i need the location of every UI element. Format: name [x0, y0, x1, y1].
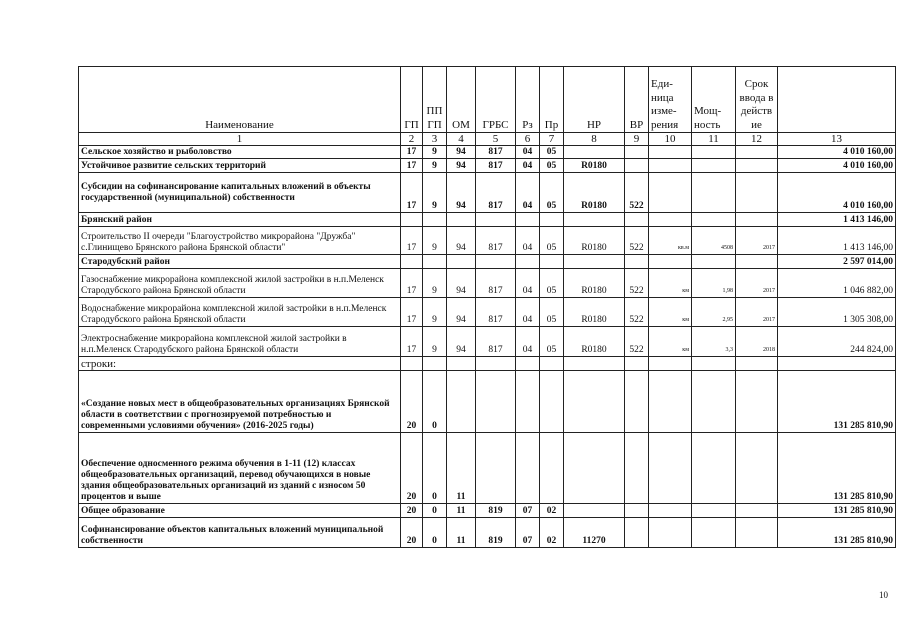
row-name: Водоснабжение микрорайона комплексной жилой застройки в н.п.Меленск Стародубского района Брянской области: [79, 298, 401, 327]
column-number: 6: [516, 133, 540, 146]
row-gp: 17: [401, 227, 423, 255]
row-pr: [540, 371, 564, 433]
column-number: 9: [625, 133, 649, 146]
row-pr: 05: [540, 298, 564, 327]
row-amount: 244 824,00: [778, 327, 896, 357]
row-pr: 05: [540, 159, 564, 173]
row-grbs: 817: [476, 173, 516, 213]
row-nr: R0180: [564, 269, 625, 298]
row-nr: [564, 255, 625, 269]
row-vr: 522: [625, 227, 649, 255]
row-name: Брянский район: [79, 213, 401, 227]
table-row: [79, 371, 896, 433]
row-term: [736, 433, 778, 504]
row-rz: [516, 371, 540, 433]
row-pr: 02: [540, 504, 564, 518]
row-capacity: [692, 357, 736, 371]
column-number: 11: [692, 133, 736, 146]
header-gp: ГП: [401, 67, 423, 133]
row-grbs: 817: [476, 327, 516, 357]
row-unit: кв.м: [649, 227, 692, 255]
row-nr: R0180: [564, 227, 625, 255]
row-nr: [564, 371, 625, 433]
column-number: 12: [736, 133, 778, 146]
row-ppgp: [423, 357, 447, 371]
row-om: 94: [447, 269, 476, 298]
row-grbs: 817: [476, 269, 516, 298]
table-row: [79, 255, 896, 269]
row-om: 11: [447, 518, 476, 548]
row-grbs: 819: [476, 504, 516, 518]
column-number: 3: [423, 133, 447, 146]
table-row: [79, 357, 896, 371]
header-grbs: ГРБС: [476, 67, 516, 133]
row-rz: 07: [516, 518, 540, 548]
column-number: 5: [476, 133, 516, 146]
row-gp: 17: [401, 269, 423, 298]
row-unit: км: [649, 327, 692, 357]
header-nr: НР: [564, 67, 625, 133]
row-rz: 04: [516, 298, 540, 327]
row-gp: 20: [401, 433, 423, 504]
row-vr: 522: [625, 173, 649, 213]
row-pr: 05: [540, 327, 564, 357]
row-rz: 04: [516, 173, 540, 213]
row-vr: [625, 146, 649, 159]
row-amount: 1 413 146,00: [778, 213, 896, 227]
row-vr: 522: [625, 298, 649, 327]
row-unit: [649, 173, 692, 213]
row-name: Софинансирование объектов капитальных вложений муниципальной собственности: [79, 518, 401, 548]
row-name: Общее образование: [79, 504, 401, 518]
row-gp: 17: [401, 298, 423, 327]
row-gp: 17: [401, 327, 423, 357]
row-om: 94: [447, 298, 476, 327]
row-amount: 1 413 146,00: [778, 227, 896, 255]
column-number: 13: [778, 133, 896, 146]
row-amount: 131 285 810,90: [778, 433, 896, 504]
header-amount: [778, 67, 896, 133]
row-pr: [540, 357, 564, 371]
row-amount: 4 010 160,00: [778, 146, 896, 159]
row-capacity: 4508: [692, 227, 736, 255]
row-capacity: 2,95: [692, 298, 736, 327]
row-amount: 4 010 160,00: [778, 159, 896, 173]
row-name: строки:: [79, 357, 401, 371]
row-name: Газоснабжение микрорайона комплексной жилой застройки в н.п.Меленск Стародубского района Брянской области: [79, 269, 401, 298]
row-gp: 17: [401, 146, 423, 159]
header-vr: ВР: [625, 67, 649, 133]
row-term: [736, 357, 778, 371]
row-ppgp: 0: [423, 504, 447, 518]
row-unit: [649, 433, 692, 504]
row-unit: [649, 213, 692, 227]
row-name: Сельское хозяйство и рыболовство: [79, 146, 401, 159]
row-term: [736, 173, 778, 213]
row-rz: 04: [516, 159, 540, 173]
row-name: Устойчивое развитие сельских территорий: [79, 159, 401, 173]
row-pr: 05: [540, 269, 564, 298]
row-om: 94: [447, 146, 476, 159]
row-om: 11: [447, 504, 476, 518]
table-row: [79, 227, 896, 255]
header-term: Срок ввода в действ ие: [736, 67, 778, 133]
row-grbs: [476, 255, 516, 269]
table-row: [79, 173, 896, 213]
row-grbs: [476, 357, 516, 371]
row-ppgp: [423, 213, 447, 227]
row-unit: [649, 255, 692, 269]
row-amount: 131 285 810,90: [778, 518, 896, 548]
header-unit: Еди- ница изме- рения: [649, 67, 692, 133]
row-unit: [649, 357, 692, 371]
row-rz: [516, 255, 540, 269]
row-rz: 04: [516, 269, 540, 298]
row-pr: 05: [540, 173, 564, 213]
row-gp: [401, 213, 423, 227]
row-ppgp: 9: [423, 327, 447, 357]
row-rz: 04: [516, 227, 540, 255]
row-term: [736, 255, 778, 269]
row-vr: [625, 357, 649, 371]
row-om: 94: [447, 227, 476, 255]
row-ppgp: 9: [423, 173, 447, 213]
row-capacity: [692, 159, 736, 173]
row-amount: 1 305 308,00: [778, 298, 896, 327]
row-name: Стародубский район: [79, 255, 401, 269]
row-capacity: [692, 173, 736, 213]
row-vr: [625, 504, 649, 518]
row-term: [736, 146, 778, 159]
row-nr: 11270: [564, 518, 625, 548]
column-number: 7: [540, 133, 564, 146]
page-number: 10: [879, 590, 888, 600]
row-vr: [625, 159, 649, 173]
row-term: [736, 159, 778, 173]
row-grbs: [476, 433, 516, 504]
row-term: [736, 518, 778, 548]
row-capacity: 1,98: [692, 269, 736, 298]
row-capacity: [692, 146, 736, 159]
row-term: [736, 371, 778, 433]
row-name: Электроснабжение микрорайона комплексной жилой застройки в н.п.Меленск Стародубского района Брянской области: [79, 327, 401, 357]
row-om: [447, 213, 476, 227]
row-rz: 07: [516, 504, 540, 518]
table-row: [79, 213, 896, 227]
row-pr: 05: [540, 227, 564, 255]
row-term: [736, 504, 778, 518]
row-amount: 131 285 810,90: [778, 504, 896, 518]
row-nr: [564, 357, 625, 371]
row-grbs: 817: [476, 227, 516, 255]
table-row: [79, 269, 896, 298]
row-capacity: [692, 518, 736, 548]
row-term: 2017: [736, 269, 778, 298]
row-term: 2017: [736, 227, 778, 255]
row-om: 94: [447, 159, 476, 173]
column-number: 8: [564, 133, 625, 146]
table-row: [79, 504, 896, 518]
row-capacity: [692, 433, 736, 504]
row-om: 11: [447, 433, 476, 504]
row-gp: [401, 357, 423, 371]
row-grbs: [476, 371, 516, 433]
row-rz: [516, 433, 540, 504]
row-vr: [625, 213, 649, 227]
row-capacity: [692, 504, 736, 518]
row-nr: [564, 146, 625, 159]
row-vr: [625, 433, 649, 504]
header-row: [79, 67, 896, 133]
table-row: [79, 159, 896, 173]
row-nr: R0180: [564, 298, 625, 327]
row-capacity: [692, 213, 736, 227]
row-gp: 17: [401, 159, 423, 173]
row-term: [736, 213, 778, 227]
row-amount: 1 046 882,00: [778, 269, 896, 298]
row-vr: 522: [625, 327, 649, 357]
column-number: 1: [79, 133, 401, 146]
row-grbs: 817: [476, 146, 516, 159]
row-unit: [649, 159, 692, 173]
row-vr: [625, 371, 649, 433]
row-rz: [516, 357, 540, 371]
row-vr: 522: [625, 269, 649, 298]
header-pp-gp: ПП ГП: [423, 67, 447, 133]
row-amount: 2 597 014,00: [778, 255, 896, 269]
row-om: [447, 255, 476, 269]
row-capacity: [692, 371, 736, 433]
table-row: [79, 327, 896, 357]
row-capacity: [692, 255, 736, 269]
row-nr: [564, 433, 625, 504]
row-unit: [649, 146, 692, 159]
row-pr: [540, 433, 564, 504]
row-pr: [540, 255, 564, 269]
row-capacity: 3,3: [692, 327, 736, 357]
row-term: 2017: [736, 298, 778, 327]
row-vr: [625, 518, 649, 548]
column-number-row: [79, 133, 896, 146]
row-ppgp: 0: [423, 371, 447, 433]
column-number: 4: [447, 133, 476, 146]
row-pr: 05: [540, 146, 564, 159]
row-grbs: 819: [476, 518, 516, 548]
table-row: [79, 298, 896, 327]
row-nr: R0180: [564, 173, 625, 213]
row-gp: 17: [401, 173, 423, 213]
row-gp: 20: [401, 518, 423, 548]
row-om: [447, 371, 476, 433]
row-grbs: 817: [476, 159, 516, 173]
row-om: 94: [447, 173, 476, 213]
row-unit: [649, 371, 692, 433]
row-unit: км: [649, 298, 692, 327]
header-pr: Пр: [540, 67, 564, 133]
row-rz: [516, 213, 540, 227]
header-name: Наименование: [79, 67, 401, 133]
row-grbs: 817: [476, 298, 516, 327]
row-gp: 20: [401, 371, 423, 433]
header-rz: Рз: [516, 67, 540, 133]
row-amount: [778, 357, 896, 371]
row-ppgp: 0: [423, 433, 447, 504]
table-row: [79, 518, 896, 548]
row-vr: [625, 255, 649, 269]
row-ppgp: 9: [423, 227, 447, 255]
row-rz: 04: [516, 327, 540, 357]
row-nr: R0180: [564, 159, 625, 173]
row-om: 94: [447, 327, 476, 357]
row-term: 2018: [736, 327, 778, 357]
row-nr: R0180: [564, 327, 625, 357]
row-ppgp: 9: [423, 159, 447, 173]
budget-table: [78, 66, 896, 548]
column-number: 10: [649, 133, 692, 146]
row-rz: 04: [516, 146, 540, 159]
header-om: ОМ: [447, 67, 476, 133]
row-gp: 20: [401, 504, 423, 518]
row-om: [447, 357, 476, 371]
header-capacity: Мощ- ность: [692, 67, 736, 133]
row-amount: 131 285 810,90: [778, 371, 896, 433]
row-grbs: [476, 213, 516, 227]
row-unit: км: [649, 269, 692, 298]
row-name: Строительство II очереди "Благоустройство микрорайона "Дружба" с.Глинищево Брянского района Брянской области": [79, 227, 401, 255]
row-nr: [564, 213, 625, 227]
row-pr: [540, 213, 564, 227]
table-row: [79, 433, 896, 504]
row-gp: [401, 255, 423, 269]
row-ppgp: 9: [423, 298, 447, 327]
row-ppgp: [423, 255, 447, 269]
row-unit: [649, 518, 692, 548]
row-amount: 4 010 160,00: [778, 173, 896, 213]
table-row: [79, 146, 896, 159]
row-nr: [564, 504, 625, 518]
row-ppgp: 9: [423, 146, 447, 159]
row-name: Субсидии на софинансирование капитальных вложений в объекты государственной (муниципальной) собственности: [79, 173, 401, 213]
row-ppgp: 9: [423, 269, 447, 298]
row-pr: 02: [540, 518, 564, 548]
row-name: «Создание новых мест в общеобразовательных организациях Брянской области в соответствии с прогнозируемой потребностью и современными условиями обучения» (2016-2025 годы): [79, 371, 401, 433]
row-ppgp: 0: [423, 518, 447, 548]
row-unit: [649, 504, 692, 518]
column-number: 2: [401, 133, 423, 146]
row-name: Обеспечение односменного режима обучения в 1-11 (12) классах общеобразовательных организаций, перевод обучающихся в новые здания общеобразовательных организаций из зданий с износом 50 процентов и выше: [79, 433, 401, 504]
